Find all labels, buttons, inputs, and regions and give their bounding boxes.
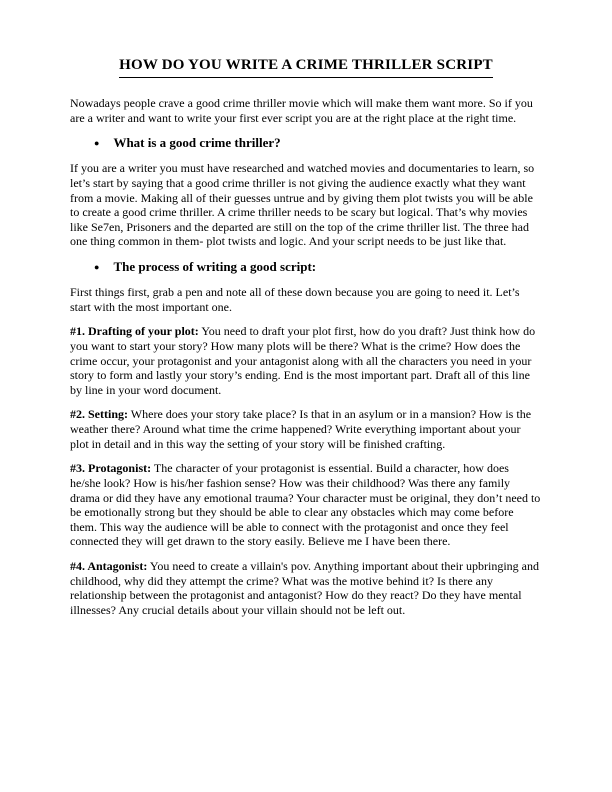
numbered-item-4 (70, 559, 542, 618)
bullet-heading-label: The process of writing a good script: (113, 259, 317, 274)
paragraph-what-is: If you are a writer you must have researched and watched movies and documentaries to learn, so let’s start by saying that a good crime thriller is not giving the audience exactly what they want from a movie. Making all of their guesses untrue and by giving them plot twists you will be able to create a good crime thriller. A crime thriller needs to be scary but logical. That’s why movies like Se7en, Prisoners and the departed are still on the top of the crime thriller list. The three had one thing common in them- plot twists and logic. And your script needs to be just like that. (70, 161, 535, 249)
numbered-item-3 (70, 461, 542, 549)
numbered-item-text: The character of your protagonist is essential. Build a character, how does he/she look? How is his/her fashion sense? How was their childhood? Was there any family drama or did they have any emotional trauma? Your character must be original, they don’t need to be emotionally strong but they should be able to clear any obstacles which may come before them. This way the audience will be able to connect with the protagonist and once they feel connected they will get drawn to the story easily. Believe me I have been there. (70, 461, 541, 549)
paragraph-process-intro: First things first, grab a pen and note all of these down because you are going to need it. Let’s start with the most important one. (70, 285, 520, 314)
numbered-item-2 (70, 407, 542, 451)
bullet-icon: ● (94, 138, 100, 149)
numbered-item-text: You need to draft your plot first, how do you draft? Just think how do you want to start your story? How many plots will be there? What is the crime? How does the crime occur, your protagonist and your antagonist along with all the characters you need in your story to form and lastly your story’s ending. End is the most important part. Draft all of this line by line in your word document. (70, 324, 536, 397)
numbered-item-text: Where does your story take place? Is that in an asylum or in a mansion? How is the weather there? Around what time the crime happened? Write everything important about your plot in detail and in this way the setting of your story will be finished crafting. (70, 407, 532, 451)
bullet-icon: ● (94, 262, 100, 272)
bullet-heading-label: What is a good crime thriller? (113, 135, 281, 151)
title-container (70, 56, 542, 78)
numbered-item-text: You need to create a villain's pov. Anything important about their upbringing and childhood, why did they attempt the crime? What was the motive behind it? Is there any relationship between the protagonist and antagonist? How do they react? Do they have mental illnesses? Any crucial details about your villain should not be left out. (70, 559, 540, 617)
numbered-item-label: #3. Protagonist: (70, 461, 152, 476)
bullet-heading-process (94, 259, 542, 275)
numbered-item-label: #4. Antagonist: (70, 559, 148, 573)
numbered-item-1 (70, 324, 542, 397)
intro-paragraph: Nowadays people crave a good crime thriller movie which will make them want more. So if you are a writer and want to write your first ever script you are at the right place at the right time. (70, 96, 533, 125)
numbered-item-label: #1. Drafting of your plot: (70, 324, 199, 339)
bullet-heading-what-is (94, 135, 542, 151)
numbered-item-label: #2. Setting: (70, 407, 128, 422)
page-title: HOW DO YOU WRITE A CRIME THRILLER SCRIPT (119, 57, 493, 78)
